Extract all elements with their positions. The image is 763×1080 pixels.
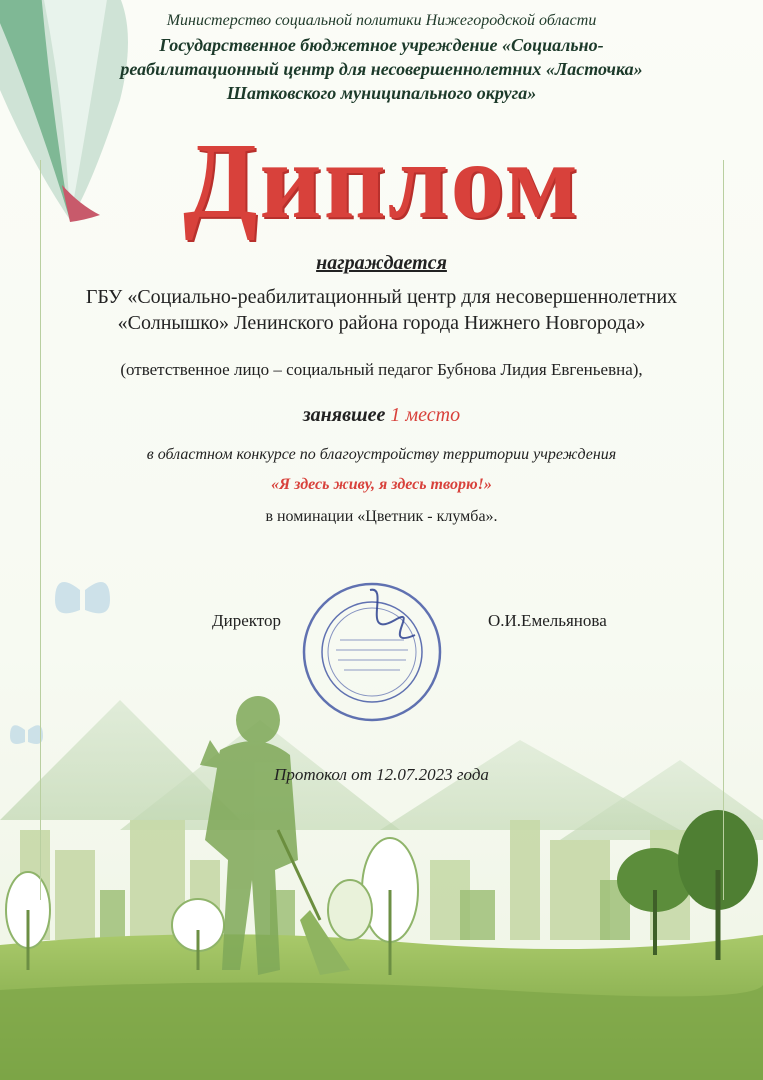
awarded-label: награждается xyxy=(316,252,447,274)
nomination-line: в номинации «Цветник - клумба». xyxy=(265,508,498,525)
ministry-line: Министерство социальной политики Нижегородской области xyxy=(166,12,597,29)
institution-name: Государственное бюджетное учреждение «Социально-реабилитационный центр для несовершеннолетних «Ласточка» Шатковского муниципального округа» xyxy=(120,35,643,103)
place-line xyxy=(0,404,763,427)
contest-motto: «Я здесь живу, я здесь творю!» xyxy=(271,476,492,493)
protocol-date: Протокол от 12.07.2023 года xyxy=(274,765,489,784)
place-prefix: занявшее xyxy=(302,404,386,426)
signature-role: Директор xyxy=(212,611,281,630)
signature-name: О.И.Емельянова xyxy=(488,611,607,630)
place-value: 1 место xyxy=(390,404,461,426)
contest-description: в областном конкурсе по благоустройству территории учреждения xyxy=(146,446,617,463)
official-stamp-icon xyxy=(300,580,445,725)
diploma-title: Диплом xyxy=(183,122,580,241)
recipient-organization: ГБУ «Социально-реабилитационный центр для несовершеннолетних «Солнышко» Ленинского района города Нижнего Новгорода» xyxy=(85,286,678,334)
butterfly-icon xyxy=(10,582,110,744)
responsible-person: (ответственное лицо – социальный педагог Бубнова Лидия Евгеньевна), xyxy=(120,360,643,379)
